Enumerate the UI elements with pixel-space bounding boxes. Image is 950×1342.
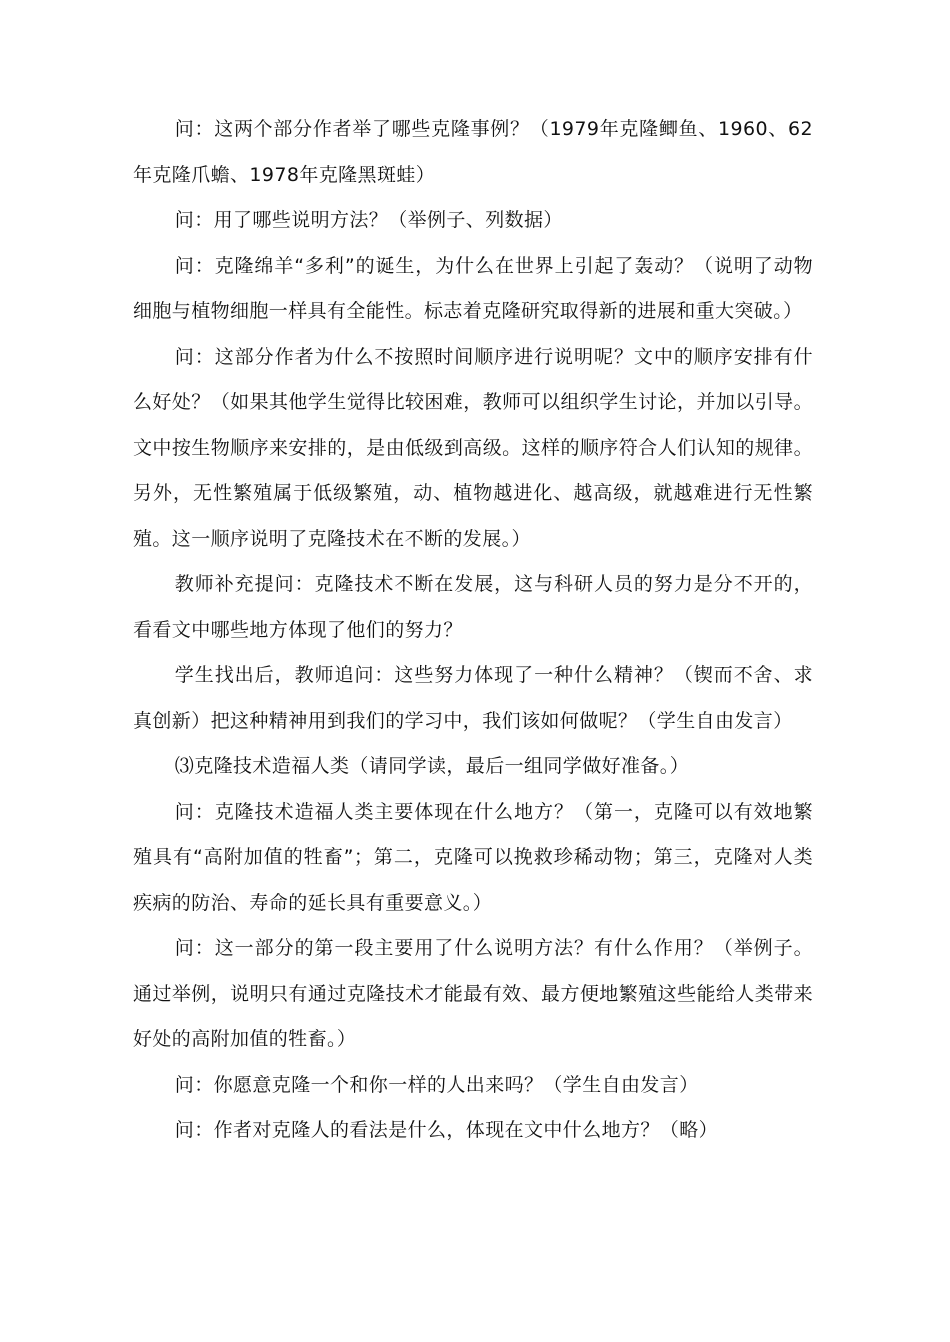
paragraph-student-spirit: 学生找出后，教师追问：这些努力体现了一种什么精神？（锲而不舍、求真创新）把这种精神用到我们的学习中，我们该如何做呢？（学生自由发言） (133, 664, 813, 732)
paragraph-explanation-methods: 问：用了哪些说明方法？（举例子、列数据） (174, 209, 563, 231)
paragraph-willing-clone: 问：你愿意克隆一个和你一样的人出来吗？（学生自由发言） (174, 1073, 699, 1096)
paragraph-benefits: 问：克隆技术造福人类主要体现在什么地方？（第一，克隆可以有效地繁殖具有“高附加值的牲畜”；第二，克隆可以挽救珍稀动物；第三，克隆对人类疾病的防治、寿命的延长具有重要意义。） (133, 800, 813, 914)
paragraph-dolly-sheep: 问：克隆绵羊“多利”的诞生，为什么在世界上引起了轰动？（说明了动物细胞与植物细胞一样具有全能性。标志着克隆研究取得新的进展和重大突破。） (133, 254, 813, 322)
paragraph-section-heading: ⑶克隆技术造福人类（请同学读，最后一组同学做好准备。） (174, 755, 690, 777)
paragraph-teacher-question: 教师补充提问：克隆技术不断在发展，这与科研人员的努力是分不开的，看看文中哪些地方体现了他们的努力？ (133, 573, 813, 641)
paragraph-clone-examples: 问：这两个部分作者举了哪些克隆事例？（1979年克隆鲫鱼、1960、62年克隆爪蟾、1978年克隆黑斑蛙） (133, 118, 813, 186)
paragraph-order-arrangement: 问：这部分作者为什么不按照时间顺序进行说明呢？文中的顺序安排有什么好处？（如果其他学生觉得比较困难，教师可以组织学生讨论，并加以引导。文中按生物顺序来安排的，是由低级到高级。这样的顺序符合人们认知的规律。另外，无性繁殖属于低级繁殖，动、植物越进化、越高级，就越难进行无性繁殖。这一顺序说明了克隆技术在不断的发展。） (133, 345, 813, 550)
paragraph-author-view: 问：作者对克隆人的看法是什么，体现在文中什么地方？（略） (174, 1119, 718, 1141)
document-body (133, 107, 813, 1154)
paragraph-method-effect: 问：这一部分的第一段主要用了什么说明方法？有什么作用？（举例子。通过举例，说明只有通过克隆技术才能最有效、最方便地繁殖这些能给人类带来好处的高附加值的牲畜。） (133, 937, 813, 1050)
